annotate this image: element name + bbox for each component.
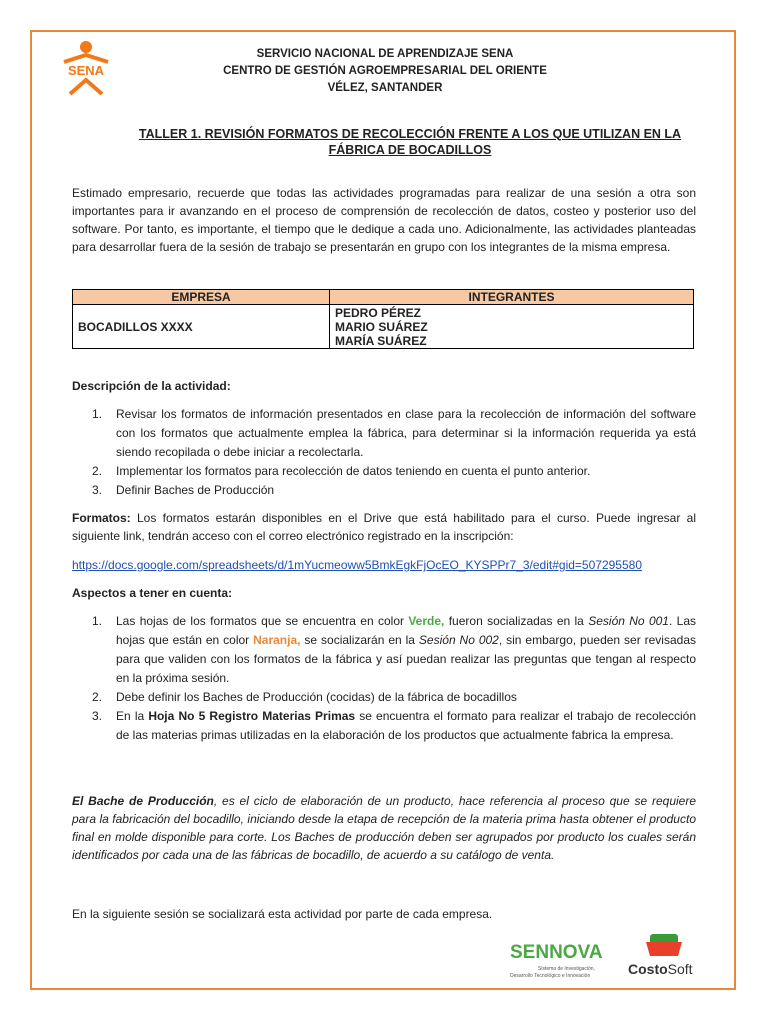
members-table bbox=[72, 289, 694, 349]
header-line-2: CENTRO DE GESTIÓN AGROEMPRESARIAL DEL ORIENTE bbox=[223, 65, 547, 77]
member-name: PEDRO PÉREZ bbox=[335, 305, 422, 320]
list-item: 3. Definir Baches de Producción bbox=[92, 483, 275, 497]
definition-text: , es el ciclo de elaboración de un producto, hace referencia al proceso que se requiere para la fabricación del bocadillo, iniciando desde la etapa de recepción de la materia prima hasta obtener el producto final en molde disponible para corte. Los Baches de producción deben ser agrupados por producto los cuales serán identificados por cada una de las fábricas de bocadillo, de acuerdo a su catálogo de venta. bbox=[72, 794, 696, 862]
members-cell bbox=[330, 305, 694, 349]
logo-text: SENA bbox=[67, 63, 105, 78]
definition-paragraph bbox=[72, 792, 696, 864]
document-title-line-2: FÁBRICA DE BOCADILLOS bbox=[328, 143, 492, 157]
formatos-text: Los formatos estarán disponibles en el Drive que está habilitado para el curso. Puede ingresar al siguiente link, tendrán acceso con el correo electrónico registrado en la inscripción: bbox=[72, 511, 696, 543]
header-line-1: SERVICIO NACIONAL DE APRENDIZAJE SENA bbox=[256, 48, 514, 60]
closing-paragraph: En la siguiente sesión se socializará esta actividad por parte de cada empresa. bbox=[72, 907, 493, 921]
formatos-paragraph bbox=[72, 509, 696, 545]
link-line bbox=[72, 556, 696, 574]
list-item: 1. Las hojas de los formatos que se encuentra en color Verde, fueron socializadas en la Sesión No 001. Las hojas que están en color Naranja, se socializarán en la Sesión No 002, sin embargo, pueden ser revisadas para que validen con los formatos de la fábrica y así puedan realizar las preguntas que tengan al respecto en la próxima sesión. bbox=[92, 614, 697, 685]
drive-link[interactable]: https://docs.google.com/spreadsheets/d/1mYucmeoww5BmkEgkFjOcEO_KYSPPr7_3/edit#gid=507295580 bbox=[72, 558, 642, 572]
aspects-heading: Aspectos a tener en cuenta: bbox=[72, 586, 233, 600]
member-name: MARÍA SUÁREZ bbox=[335, 333, 427, 348]
svg-text:CostoSoft: CostoSoft bbox=[628, 961, 693, 977]
formatos-label: Formatos: bbox=[72, 511, 131, 525]
company-cell: BOCADILLOS XXXX bbox=[73, 305, 330, 349]
table-header-empresa: EMPRESA bbox=[73, 290, 330, 305]
aspects-list bbox=[72, 612, 696, 745]
description-heading: Descripción de la actividad: bbox=[72, 379, 231, 393]
verde-label: Verde, bbox=[408, 614, 445, 628]
svg-text:SENNOVA: SENNOVA bbox=[510, 942, 603, 963]
naranja-label: Naranja, bbox=[253, 633, 301, 647]
sena-logo bbox=[56, 38, 116, 98]
list-item: 2. Implementar los formatos para recolección de datos teniendo en cuenta el punto anterior. bbox=[92, 464, 591, 478]
description-list bbox=[72, 405, 696, 500]
header-line-3: VÉLEZ, SANTANDER bbox=[327, 82, 443, 94]
table-header-integrantes: INTEGRANTES bbox=[330, 290, 694, 305]
list-item: 3. En la Hoja No 5 Registro Materias Primas se encuentra el formato para realizar el trabajo de recolección de las materias primas utilizadas en la elaboración de los productos que actualmente fabrica la empresa. bbox=[92, 709, 697, 742]
svg-text:Sistema de Investigación,: Sistema de Investigación, bbox=[538, 966, 595, 972]
member-name: MARIO SUÁREZ bbox=[335, 319, 428, 334]
definition-term: El Bache de Producción bbox=[72, 794, 214, 808]
list-item: 1. Revisar los formatos de información presentados en clase para la recolección de información del software con los formatos que actualmente emplea la fábrica, para determinar si la información requerida ya está siendo recopilada o debe iniciar a recolectarla. bbox=[92, 407, 696, 459]
svg-text:Desarrollo Tecnológico e Innov: Desarrollo Tecnológico e Innovación bbox=[510, 973, 591, 979]
sennova-logo bbox=[508, 936, 618, 986]
list-item: 2. Debe definir los Baches de Producción (cocidas) de la fábrica de bocadillos bbox=[92, 690, 517, 704]
costosoft-logo bbox=[628, 932, 708, 982]
document-title-line-1: TALLER 1. REVISIÓN FORMATOS DE RECOLECCIÓN FRENTE A LOS QUE UTILIZAN EN LA bbox=[138, 127, 682, 141]
intro-paragraph: Estimado empresario, recuerde que todas las actividades programadas para realizar de una sesión a otra son importantes para ir avanzando en el proceso de comprensión de recolección de datos, costeo y posterior uso del software. Por tanto, es importante, el tiempo que le dedique a cada uno. Adicionalmente, las actividades planteadas para desarrollar fuera de la sesión de trabajo se presentarán en grupo con los integrantes de la misma empresa. bbox=[72, 186, 696, 254]
